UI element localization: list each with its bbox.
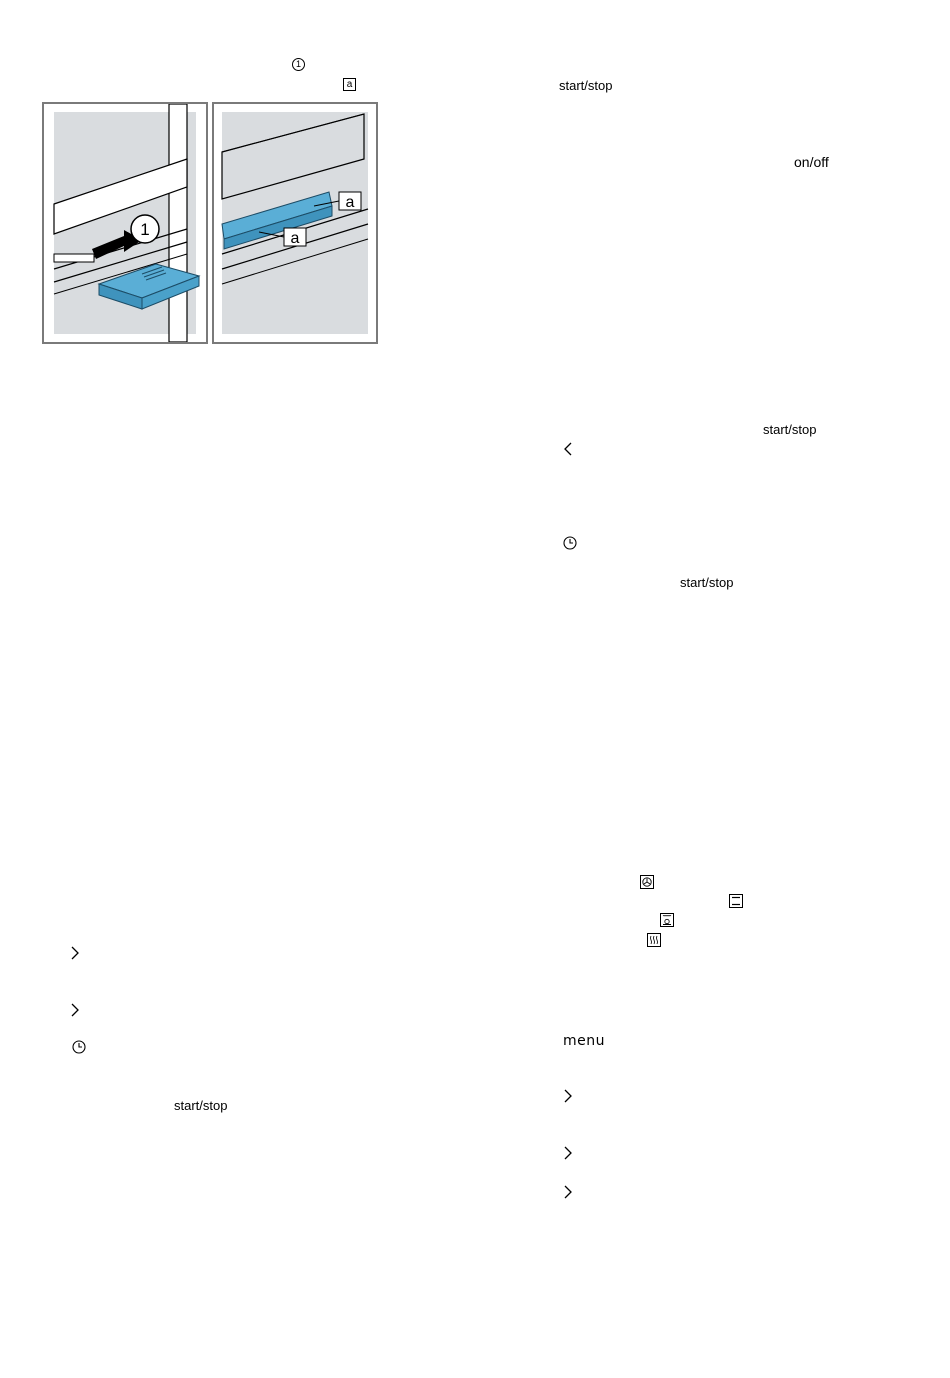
tray-inserted-illustration	[214, 104, 376, 342]
clock-icon	[72, 1040, 86, 1054]
menu-label: menu	[563, 1033, 605, 1049]
clock-icon	[563, 536, 577, 550]
chevron-right-icon	[70, 1002, 80, 1018]
step-callout-1: 1	[140, 220, 150, 239]
top-bottom-heat-icon	[729, 894, 743, 908]
fan-heating-icon	[640, 875, 654, 889]
pizza-setting-icon	[660, 913, 674, 927]
start-stop-label: start/stop	[174, 1098, 228, 1113]
callout-a-top: a	[345, 194, 355, 211]
chevron-right-icon	[563, 1184, 573, 1200]
chevron-left-icon	[563, 441, 573, 457]
defrost-icon	[647, 933, 661, 947]
insert-tray-illustration	[44, 104, 206, 342]
start-stop-label: start/stop	[763, 422, 817, 437]
start-stop-label: start/stop	[680, 575, 734, 590]
figure-left-panel	[42, 102, 208, 344]
step-marker-1: 1	[292, 58, 305, 71]
start-stop-label: start/stop	[559, 78, 613, 93]
callout-marker-a: a	[343, 78, 356, 91]
callout-a-bottom: a	[290, 230, 300, 247]
on-off-label: on/off	[794, 154, 829, 170]
chevron-right-icon	[70, 945, 80, 961]
figure-right-panel	[212, 102, 378, 344]
chevron-right-icon	[563, 1088, 573, 1104]
chevron-right-icon	[563, 1145, 573, 1161]
